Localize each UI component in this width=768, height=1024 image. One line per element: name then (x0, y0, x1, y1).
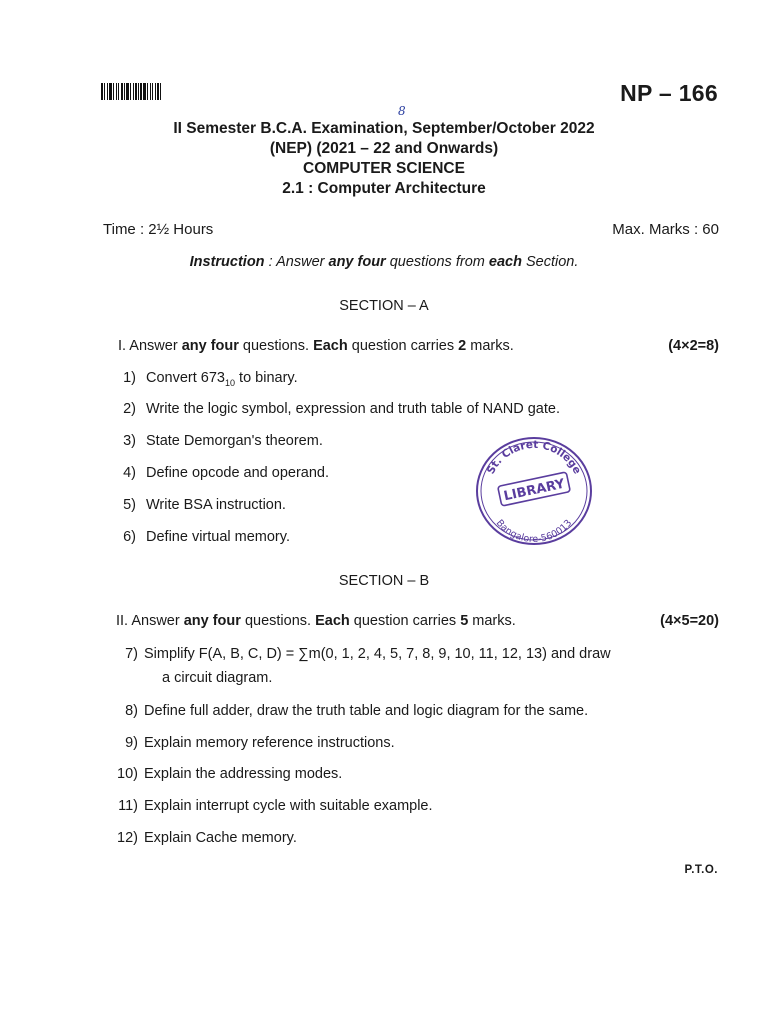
question-item: 6) Define virtual memory. (123, 529, 290, 545)
section-a-title: SECTION – A (339, 298, 429, 314)
question-item-continuation: a circuit diagram. (162, 670, 273, 686)
pto-label: P.T.O. (684, 864, 718, 876)
time-duration: Time : 2½ Hours (103, 221, 214, 238)
question-item: 1) Convert $673_{10}$ to binary. (123, 370, 298, 388)
section-b-title: SECTION – B (338, 573, 430, 589)
question-item: 11) Explain interrupt cycle with suitable example. (118, 798, 433, 814)
exam-title: II Semester B.C.A. Examination, September/October 2022 (173, 120, 595, 137)
barcode-bar (161, 83, 164, 100)
subject: COMPUTER SCIENCE (303, 160, 465, 177)
paper-code: NP – 166 (620, 80, 718, 106)
section-a-question-header: I. Answer any four questions. Each question carries 2 marks. (118, 338, 514, 354)
exam-scheme: (NEP) (2021 – 22 and Onwards) (269, 140, 499, 157)
question-item: 7) Simplify F(A, B, C, D) = ∑m(0, 1, 2, 4, 5, 7, 8, 9, 10, 11, 12, 13) and draw (125, 646, 611, 662)
stamp-center-text: LIBRARY (502, 476, 567, 505)
handwritten-mark: 8 (398, 104, 406, 118)
section-b-marks: (4×5=20) (660, 613, 719, 629)
question-item: 9) Explain memory reference instructions. (125, 735, 395, 751)
question-item: 4) Define opcode and operand. (123, 465, 330, 481)
max-marks: Max. Marks : 60 (612, 221, 719, 238)
stamp-top-text: St. Claret College (484, 438, 584, 477)
section-b-question-header: II. Answer any four questions. Each question carries 5 marks. (116, 613, 516, 629)
paper-title: 2.1 : Computer Architecture (282, 180, 486, 197)
question-item: 3) State Demorgan's theorem. (123, 433, 323, 449)
svg-text:St. Claret College (485, 439, 583, 476)
svg-text:Bangalore-560013 (494, 518, 575, 545)
instruction-label: Instruction (189, 254, 265, 270)
question-item: 12) Explain Cache memory. (117, 830, 297, 846)
stamp-bottom-text: Bangalore-560013 (493, 517, 575, 546)
instruction: Instruction : Answer any four questions from each Section. (189, 254, 579, 270)
library-stamp (473, 433, 595, 548)
question-item: 5) Write BSA instruction. (123, 497, 286, 513)
question-item: 10) Explain the addressing modes. (117, 766, 343, 782)
library-stamp-seal (473, 433, 595, 548)
question-item: 2) Write the logic symbol, expression and truth table of NAND gate. (123, 401, 560, 417)
section-a-marks: (4×2=8) (668, 338, 719, 354)
question-item: 8) Define full adder, draw the truth table and logic diagram for the same. (125, 703, 589, 719)
barcode (101, 83, 203, 100)
